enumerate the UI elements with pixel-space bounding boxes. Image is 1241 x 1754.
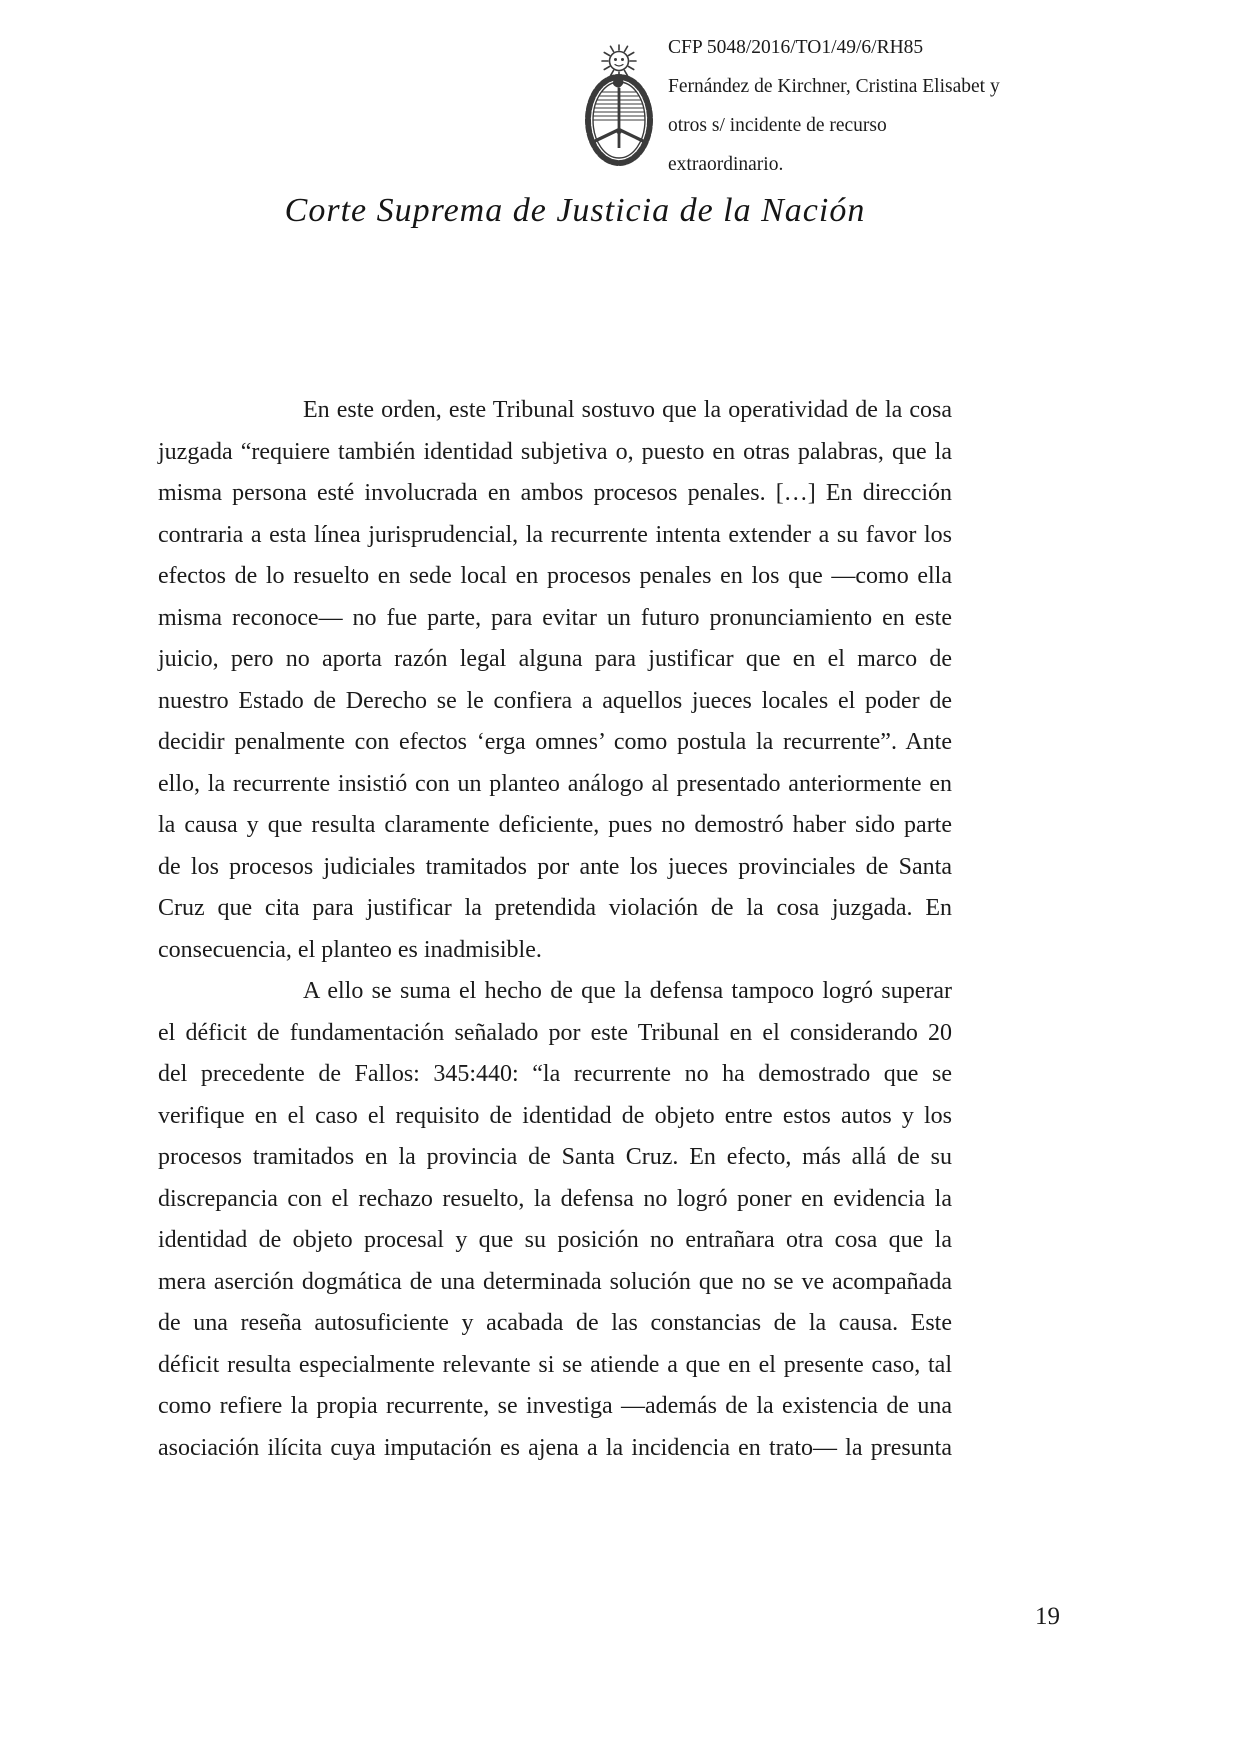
text-line: juicio, pero no aporta razón legal alguna para justificar que en el marco de [158,646,952,672]
text-line: de una reseña autosuficiente y acabada de las constancias de la causa. Este [158,1310,952,1336]
text-line: misma reconoce— no fue parte, para evitar un futuro pronunciamiento en este [158,604,952,631]
case-caption-line: Fernández de Kirchner, Cristina Elisabet y [668,76,1000,97]
coat-of-arms-icon [577,44,661,168]
text-line: de los procesos judiciales tramitados por ante los jueces provinciales de Santa [158,853,952,880]
text-line: misma persona esté involucrada en ambos procesos penales. […] En dirección [158,480,952,506]
page-number: 19 [1035,1603,1060,1630]
case-number: CFP 5048/2016/TO1/49/6/RH85 [668,37,924,58]
text-line: contraria a esta línea jurisprudencial, la recurrente intenta extender a su favor los [158,521,952,548]
text-line: A ello se suma el hecho de que la defensa tampoco logró superar [303,978,952,1004]
text-line: asociación ilícita cuya imputación es ajena a la incidencia en trato— la presunta [158,1434,952,1461]
text-line: la causa y que resulta claramente deficiente, pues no demostró haber sido parte [158,812,952,838]
text-line: del precedente de Fallos: 345:440: “la recurrente no ha demostrado que se [158,1061,952,1087]
text-line: mera aserción dogmática de una determinada solución que no se ve acompañada [158,1268,952,1295]
text-line: déficit resulta especialmente relevante si se atiende a que en el presente caso, tal [158,1351,952,1378]
text-line: efectos de lo resuelto en sede local en procesos penales en los que —como ella [158,563,952,589]
text-line: el déficit de fundamentación señalado por este Tribunal en el considerando 20 [158,1019,952,1046]
case-caption [668,28,1008,184]
text-line: ello, la recurrente insistió con un planteo análogo al presentado anteriormente en [158,770,952,797]
text-line: como refiere la propia recurrente, se investiga —además de la existencia de una [158,1393,952,1419]
text-line: juzgada “requiere también identidad subjetiva o, puesto en otras palabras, que la [158,438,952,465]
text-line: nuestro Estado de Derecho se le confiera a aquellos jueces locales el poder de [158,687,952,714]
text-line: decidir penalmente con efectos ‘erga omnes’ como postula la recurrente”. Ante [158,729,952,755]
paragraph [158,390,952,971]
text-line: identidad de objeto procesal y que su posición no entrañara otra cosa que la [158,1227,952,1253]
text-line: discrepancia con el rechazo resuelto, la defensa no logró poner en evidencia la [158,1185,952,1212]
body-text [158,390,952,1469]
case-caption-line: extraordinario. [668,154,784,175]
court-title: Corte Suprema de Justicia de la Nación [284,192,866,229]
text-line: verifique en el caso el requisito de identidad de objeto entre estos autos y los [158,1102,952,1129]
text-line: procesos tramitados en la provincia de Santa Cruz. En efecto, más allá de su [158,1144,952,1170]
text-line: consecuencia, el planteo es inadmisible. [158,936,542,963]
text-line: Cruz que cita para justificar la pretendida violación de la cosa juzgada. En [158,895,952,921]
text-line: En este orden, este Tribunal sostuvo que la operatividad de la cosa [303,397,952,423]
case-caption-line: otros s/ incidente de recurso [668,115,887,136]
paragraph [158,971,952,1469]
